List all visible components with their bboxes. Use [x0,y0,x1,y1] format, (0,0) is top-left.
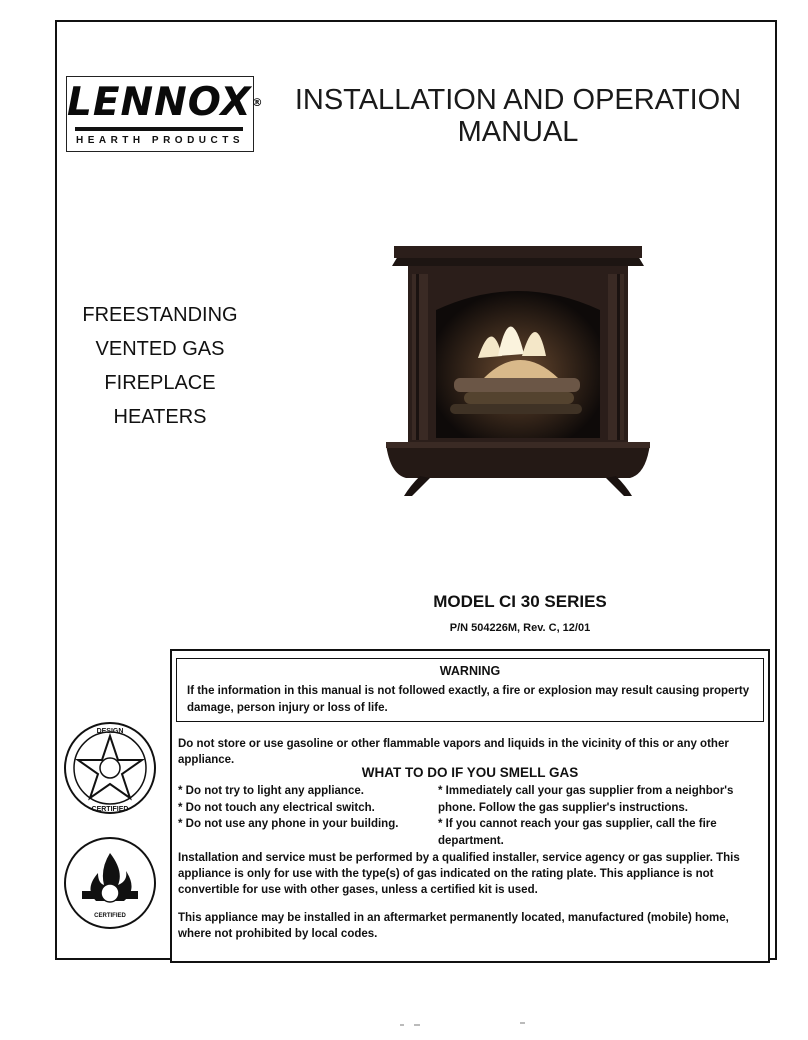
smell-gas-left-list [178,783,438,833]
brand-logo [66,76,264,152]
brand-tagline: HEARTH PRODUCTS [75,135,245,146]
fireplace-photo [380,238,656,500]
warning-text: If the information in this manual is not followed exactly, a fire or explosion may result causing property damage, person injury or loss of life. [187,685,750,714]
storage-notice: Do not store or use gasoline or other flammable vapors and liquids in the vicinity of this or any other appliance. [178,738,729,766]
seal-upper-text: DESIGN [96,728,124,735]
title-line-2: MANUAL [457,116,579,148]
list-item: * Immediately call your gas supplier from a neighbor's phone. Follow the gas supplier's instructions. [438,785,734,814]
scan-speck [520,1022,525,1024]
seal-lower-text: CERTIFIED [94,913,126,919]
manual-title [268,84,768,148]
part-number: P/N 504226M, Rev. C, 12/01 [449,622,591,634]
title-line-1: INSTALLATION AND OPERATION [294,84,742,116]
smell-gas-heading: WHAT TO DO IF YOU SMELL GAS [361,765,579,780]
star-seal-icon [62,720,158,816]
installation-notice: Installation and service must be performed by a qualified installer, service agency or gas supplier. This appliance is only for use with the type(s) of gas indicated on the rating plate. This appliance is not convertible for use with other gases, unless a certified kit is used. [178,852,740,896]
list-item: * Do not try to light any appliance. [178,785,364,797]
product-line: VENTED GAS [95,338,225,360]
registered-mark: ® [251,96,264,109]
scan-speck [414,1024,420,1026]
mobile-home-notice: This appliance may be installed in an aftermarket permanently located, manufactured (mobile) home, where not prohibited by local codes. [178,912,729,940]
product-line: FIREPLACE [104,372,216,394]
smell-gas-right-list [438,783,762,849]
brand-name: LENNOX® [67,80,264,125]
product-line: FREESTANDING [82,304,238,326]
warning-heading: WARNING [439,664,501,678]
model-name: MODEL CI 30 SERIES [433,592,607,611]
seal-lower-text: CERTIFIED [91,806,129,813]
list-item: * Do not touch any electrical switch. [178,801,375,814]
product-title [70,298,250,434]
flame-seal-icon [62,835,158,931]
list-item: * Do not use any phone in your building. [178,818,399,830]
list-item: * If you cannot reach your gas supplier, call the fire department. [438,818,717,847]
logo-underline [75,127,243,131]
scan-speck [400,1024,404,1026]
product-line: HEATERS [113,406,207,428]
